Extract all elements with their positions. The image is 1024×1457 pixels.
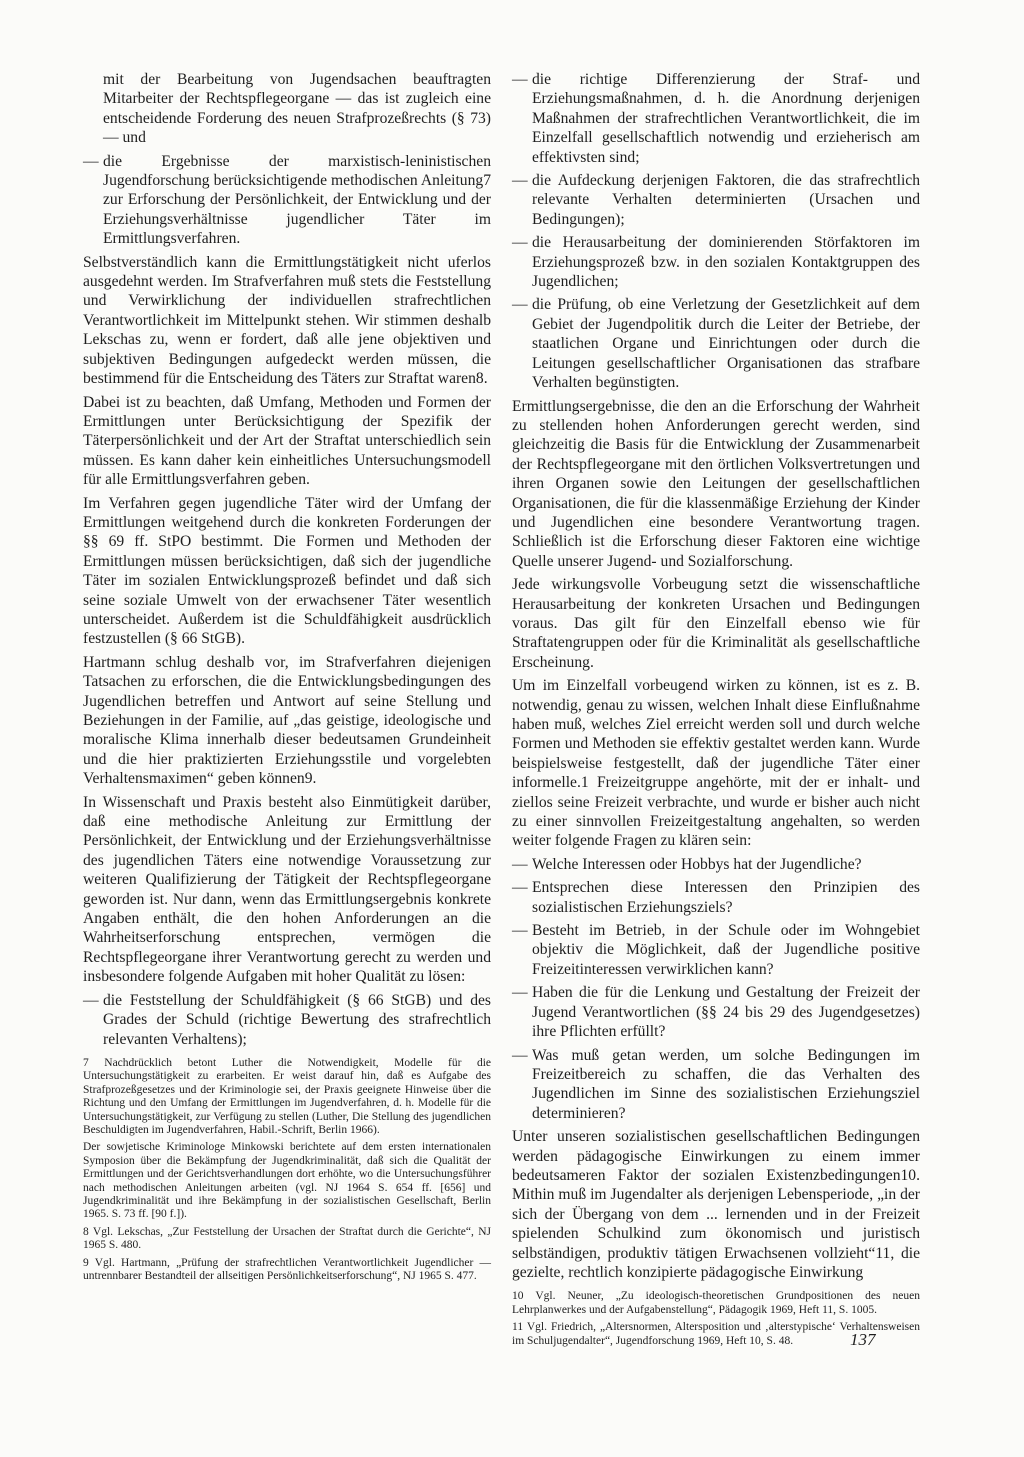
footnote-7-continuation: Der sowjetische Kriminologe Minkowski berichtete auf dem ersten internationalen Symposion über die Bekämpfung der Jugendkriminalität, daß sich die Qualität der Ermittlungen und der Gerichtsverhandlungen dort erhöhte, wo die Untersuchungsführer nach methodischen Anleitungen arbeiten (vgl. NJ 1964 S. 654 ff. [656] und Jugendkriminalität und ihre Bekämpfung in der sozialistischen Gesellschaft, Berlin 1965. S. 73 ff. [90 f.]). <box>83 1141 491 1221</box>
page-number: 137 <box>850 1330 876 1349</box>
question-item: — Was muß getan werden, um solche Bedingungen im Freizeitbereich zu schaffen, die das Verhalten des Jugendlichen im Sinne des sozialistischen Erziehungsziel determinieren? <box>512 1046 920 1124</box>
dash-list-item: — die Ergebnisse der marxistisch-leninistischen Jugendforschung berücksichtigende methodischen Anleitung7 zur Erforschung der Persönlichkeit, der Entwicklung und der Erziehungsverhältnisse jugendlicher Täter im Ermittlungsverfahren. <box>83 152 491 249</box>
paragraph: Selbstverständlich kann die Ermittlungstätigkeit nicht uferlos ausgedehnt werden. Im Strafverfahren muß stets die Feststellung und Verwirklichung der individuellen strafrechtlichen Verantwortlichkeit im Mittelpunkt stehen. Wir stimmen deshalb Lekschas zu, wenn er fordert, daß alle jene objektiven und subjektiven Bedingungen aufgedeckt werden müssen, die bestimmend für die Entscheidung des Täters zur Straftat waren8. <box>83 253 491 388</box>
dash-list-item: — die Prüfung, ob eine Verletzung der Gesetzlichkeit auf dem Gebiet der Jugendpolitik durch die Leiter der Betriebe, der staatlichen Organe und Einrichtungen oder durch die Leitungen gesellschaftlicher Organisationen das strafbare Verhalten begünstigten. <box>512 295 920 392</box>
dash-list-item: — die Feststellung der Schuldfähigkeit (§ 66 StGB) und des Grades der Schuld (richtige Bewertung des strafrechtlich relevanten Verhaltens); <box>83 991 491 1049</box>
paragraph: Dabei ist zu beachten, daß Umfang, Methoden und Formen der Ermittlungen unter Berücksichtigung der Spezifik der Täterpersönlichkeit und der Art der Straftat unterschiedlich sein müssen. Es kann daher kein einheitliches Untersuchungsmodell für alle Ermittlungsverfahren geben. <box>83 393 491 489</box>
paragraph: Jede wirkungsvolle Vorbeugung setzt die wissenschaftliche Herausarbeitung der konkreten Ursachen und Bedingungen voraus. Das gilt für den Einzelfall ebenso wie für Straftatengruppen oder für die Kriminalität als gesellschaftliche Erscheinung. <box>512 576 920 671</box>
paragraph: Hartmann schlug deshalb vor, im Strafverfahren diejenigen Tatsachen zu erforschen, die die Entwicklungsbedingungen des Jugendlichen betreffen und Antwort auf seine Stellung und Beziehungen in der Familie, auf „das geistige, ideologische und moralische Klima innerhalb dieser bedeutsamen Grundeinheit und die hier praktizierten Erziehungsstile und vorgelebten Verhaltensmaximen“ geben können9. <box>83 653 491 788</box>
question-item: — Haben die für die Lenkung und Gestaltung der Freizeit der Jugend Verantwortlichen (§§ 24 bis 29 des Jugendgesetzes) ihre Pflichten erfüllt? <box>512 983 920 1041</box>
dash-list-item: — die Aufdeckung derjenigen Faktoren, die das strafrechtlich relevante Verhalten determinierten (Ursachen und Bedingungen); <box>512 171 920 229</box>
dash-list-item: — die Herausarbeitung der dominierenden Störfaktoren im Erziehungsprozeß bzw. in den sozialen Kontaktgruppen des Jugendlichen; <box>512 233 920 291</box>
footnote-9: 9 Vgl. Hartmann, „Prüfung der strafrechtlichen Verantwortlichkeit Jugendlicher — untrennbarer Bestandteil der allseitigen Persönlichkeitserforschung“, NJ 1965 S. 477. <box>83 1256 491 1282</box>
question-item: — Welche Interessen oder Hobbys hat der Jugendliche? <box>512 855 920 874</box>
footnote-8: 8 Vgl. Lekschas, „Zur Feststellung der Ursachen der Straftat durch die Gerichte“, NJ 1965 S. 480. <box>83 1225 491 1252</box>
question-item: — Entsprechen diese Interessen den Prinzipien des sozialistischen Erziehungsziels? <box>512 878 920 917</box>
question-item: — Besteht im Betrieb, in der Schule oder im Wohngebiet objektiv die Möglichkeit, daß der Jugendliche positive Freizeitinteressen verwirklichen kann? <box>512 921 920 979</box>
paragraph: Ermittlungsergebnisse, die den an die Erforschung der Wahrheit zu stellenden hohen Anforderungen gerecht werden, sind gleichzeitig die Basis für die Entwicklung der Zusammenarbeit der Rechtspflegeorgane mit den örtlichen Volksvertretungen und ihren Organen sowie den Leitungen der gesellschaftlichen Organisationen, die für die klassenmäßige Erziehung der Kinder und Jugendlichen eine besondere Verantwortung tragen. Schließlich ist die Erforschung dieser Faktoren eine wichtige Quelle unserer Jugend- und Sozialforschung. <box>512 397 920 570</box>
footnote-11: 11 Vgl. Friedrich, „Altersnormen, Altersposition und ‚alterstypische‘ Verhaltensweisen im Schuljugendalter“, Jugendforschung 1969, Heft 10, S. 48. <box>512 1321 920 1347</box>
dash-list-item: — die richtige Differenzierung der Straf- und Erziehungsmaßnahmen, d. h. die Anordnung derjenigen Maßnahmen der strafrechtlichen Verantwortlichkeit, die im Einzelfall gesellschaftlich notwendig und erzieherisch am effektivsten sind; <box>512 70 920 167</box>
left-column <box>83 70 491 1287</box>
paragraph: Im Verfahren gegen jugendliche Täter wird der Umfang der Ermittlungen weitgehend durch die konkreten Forderungen der §§ 69 ff. StPO bestimmt. Die Formen und Methoden der Ermittlungen müssen berücksichtigen, daß sich der jugendliche Täter im sozialen Entwicklungsprozeß befindet und daß sich seine soziale Umwelt von der erwachsener Täter wesentlich unterscheidet. Außerdem ist die Schuldfähigkeit ausdrücklich festzustellen (§ 66 StGB). <box>83 494 491 648</box>
footnote-7: 7 Nachdrücklich betont Luther die Notwendigkeit, Modelle für die Untersuchungstätigkeit zu erarbeiten. Er weist darauf hin, daß es Aufgabe des Strafprozeßgesetzes und der Kriminologie sei, der Praxis geeignete Hinweise über die Richtung und den Umfang der Ermittlungen im Jugendverfahren, d. h. Modelle für die Untersuchungstätigkeit, zur Verfügung zu stellen (Luther, Die Stellung des jugendlichen Beschuldigten im Jugendverfahren, Habil.-Schrift, Berlin 1966). <box>83 1056 491 1136</box>
right-column <box>512 70 920 1352</box>
paragraph: In Wissenschaft und Praxis besteht also Einmütigkeit darüber, daß eine methodische Anleitung zur Ermittlung der Persönlichkeit, der Entwicklung und der Erziehungsverhältnisse des jugendlichen Täters eine notwendige Voraussetzung zur weiteren Qualifizierung der Tätigkeit der Rechtspflegeorgane geworden ist. Nur dann, wenn das Ermittlungsergebnis konkrete Angaben enthält, die den hohen Anforderungen an die Wahrheitserforschung entsprechen, vermögen die Rechtspflegeorgane ihrer Verantwortung gerecht zu werden und insbesondere folgende Aufgaben mit hoher Qualität zu lösen: <box>83 793 491 986</box>
paragraph: Unter unseren sozialistischen gesellschaftlichen Bedingungen werden pädagogische Einwirkungen zu einem immer bedeutsameren Faktor der sozialen Existenzbedingungen10. Mithin muß im Jugendalter als derjenigen Lebensperiode, „in der sich der Übergang von dem ... lernenden und in der Freizeit spielenden Schulkind zum ökonomisch und juristisch selbständigen, produktiv tätigen Erwachsenen vollzieht“11, die gezielte, rechtlich konzipierte pädagogische Einwirkung <box>512 1128 920 1281</box>
footnote-10: 10 Vgl. Neuner, „Zu ideologisch-theoretischen Grundpositionen des neuen Lehrplanwerkes und der Aufgabenstellung“, Pädagogik 1969, Heft 11, S. 1005. <box>512 1290 920 1316</box>
paragraph: Um im Einzelfall vorbeugend wirken zu können, ist es z. B. notwendig, genau zu wissen, welchen Inhalt diese Einflußnahme haben muß, welches Ziel erreicht werden soll und durch welche Formen und Methoden sie effektiv gestaltet werden kann. Wurde beispielsweise festgestellt, daß der jugendliche Täter einer informelle.1 Freizeitgruppe angehörte, mit der er inhalt- und ziellos seine Freizeit verbrachte, und wurde er bisher auch nicht zu einer sinnvollen Freizeitgestaltung angehalten, so werden weiter folgende Fragen zu klären sein: <box>512 677 920 850</box>
paragraph: mit der Bearbeitung von Jugendsachen beauftragten Mitarbeiter der Rechtspflegeorgane — das ist zugleich eine entscheidende Forderung des neuen Strafprozeßrechts (§ 73) — und <box>103 71 491 147</box>
footnotes-left <box>83 1057 491 1284</box>
